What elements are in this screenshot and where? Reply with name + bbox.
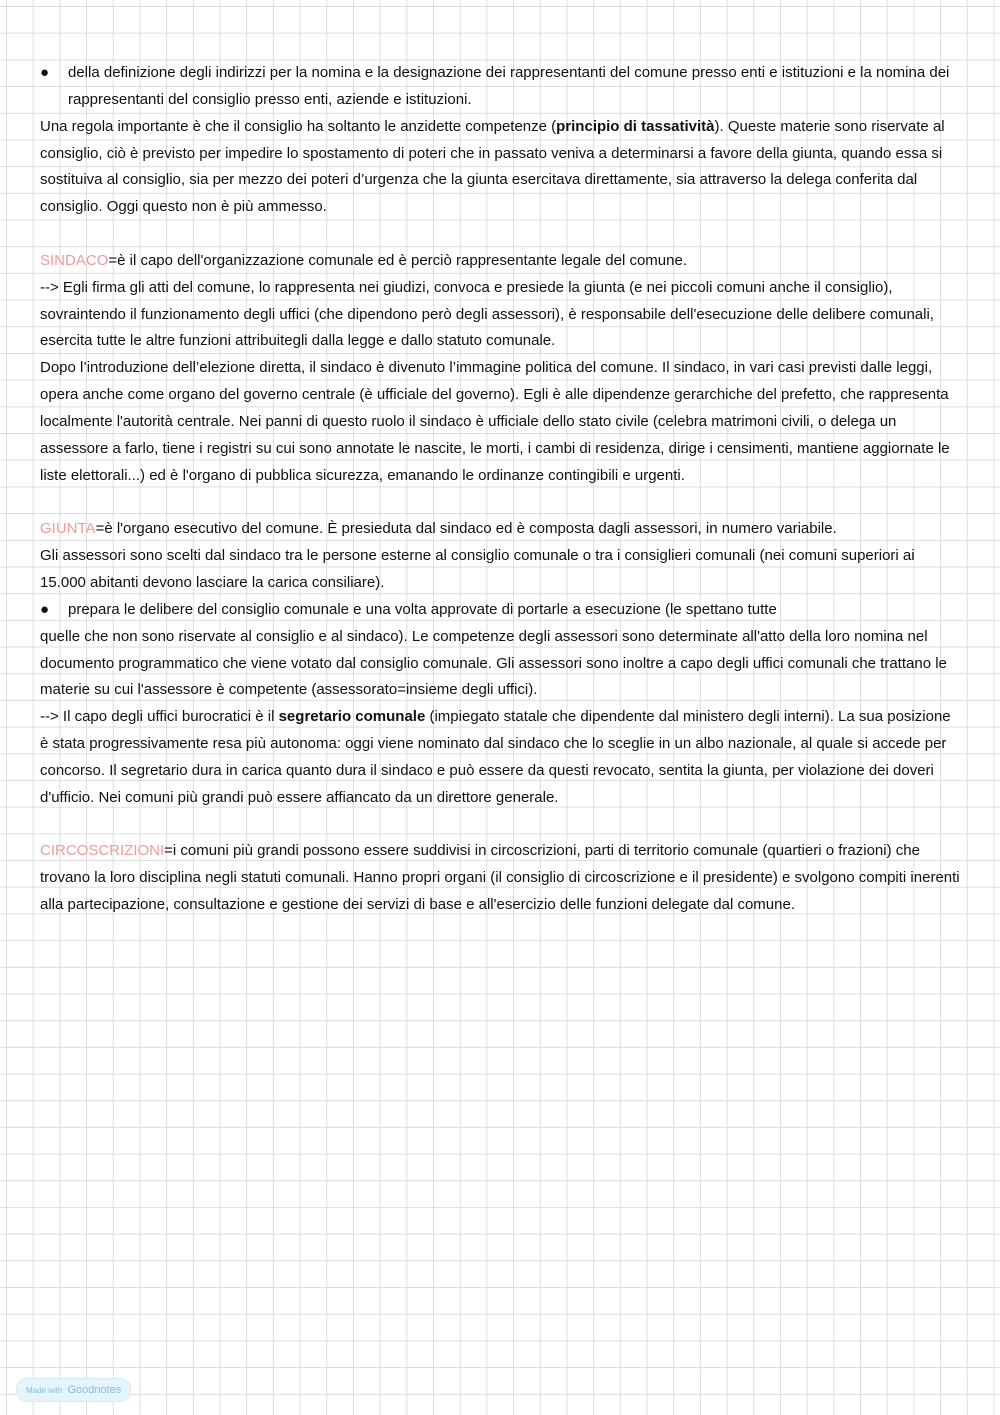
- text-run: --> Il capo degli uffici burocratici è il: [40, 708, 279, 726]
- text-run: Una regola importante è che il consiglio ha soltanto le anzidette competenze (: [40, 117, 557, 135]
- section-sindaco-definition: [40, 248, 960, 275]
- badge-prefix: Made with: [26, 1385, 63, 1395]
- list-item: [40, 60, 960, 114]
- section-keyword: GIUNTA: [40, 520, 96, 538]
- section-giunta-definition: [40, 516, 960, 543]
- made-with-goodnotes-badge: [16, 1378, 131, 1402]
- section-keyword: SINDACO: [40, 251, 109, 269]
- spacer: [40, 812, 960, 839]
- section-keyword: CIRCOSCRIZIONI: [40, 842, 165, 860]
- goodnotes-logo-text: Goodnotes: [67, 1384, 122, 1396]
- list-item: [40, 597, 960, 624]
- list-item-text: prepara le delibere del consiglio comunale e una volta approvate di portarle a esecuzione (le spettano tutte: [68, 600, 777, 618]
- spacer: [40, 490, 960, 517]
- bullet-icon: ●: [40, 600, 50, 618]
- paragraph: Dopo l’introduzione dell’elezione diretta, il sindaco è divenuto l’immagine politica del comune. Il sindaco, in vari casi previsti dalle leggi, opera anche come organo del governo centrale (è ufficiale del governo). Egli è alle dipendenze gerarchiche del prefetto, che rappresenta localmente l'autorità centrale. Nei panni di questo ruolo il sindaco è ufficiale dello stato civile (celebra matrimoni civili, o delega un assessore a farlo, tiene i registri su cui sono annotate le nascite, le morti, i cambi di residenza, dirige i censimenti, mantiene aggiornate le liste elettorali...) ed è l'organo di pubblica sicurezza, emanando le ordinanze contingibili e urgenti.: [40, 359, 950, 484]
- spacer: [40, 221, 960, 248]
- bold-term: principio di tassatività: [556, 117, 715, 135]
- bullet-icon: ●: [40, 64, 50, 81]
- document-body: [40, 60, 960, 919]
- section-circoscrizioni-definition: [40, 838, 960, 919]
- paragraph: [40, 704, 960, 811]
- paragraph: quelle che non sono riservate al consiglio e al sindaco). Le competenze degli assessori sono determinate all'atto della loro nomina nel documento programmatico che viene votato dal consiglio comunale. Gli assessori sono inoltre a capo degli uffici comunali che trattano le materie su cui l'assessore è competente (assessorato=insieme degli uffici).: [40, 627, 947, 699]
- paragraph: [40, 114, 960, 221]
- definition-text: =è il capo dell'organizzazione comunale ed è perciò rappresentante legale del comune.: [108, 251, 688, 269]
- text-run: ). Queste materie sono riservate al consiglio, ciò è previsto per impedire lo spostamento di poteri che in passato veniva a determinarsi a favore della giunta, quando essa si sostituiva al consiglio, sia per mezzo dei poteri d’urgenza che la giunta esercitava direttamente, sia attraverso la delega conferita dal consiglio. Oggi questo non è più ammesso.: [40, 117, 945, 216]
- list-item-text: della definizione degli indirizzi per la nomina e la designazione dei rappresentanti del comune presso enti e istituzioni e la nomina dei rappresentanti del consiglio presso enti, aziende e istituzioni.: [68, 64, 950, 108]
- definition-text: =i comuni più grandi possono essere suddivisi in circoscrizioni, parti di territorio comunale (quartieri o frazioni) che trovano la loro disciplina negli statuti comunali. Hanno propri organi (il consiglio di circoscrizione e il presidente) e svolgono compiti inerenti alla partecipazione, consultazione e gestione dei servizi di base e all'esercizio delle funzioni delegate dal comune.: [40, 842, 960, 914]
- paragraph: Gli assessori sono scelti dal sindaco tra le persone esterne al consiglio comunale o tra i consiglieri comunali (nei comuni superiori ai 15.000 abitanti devono lasciare la carica consiliare).: [40, 547, 915, 592]
- text-run: (impiegato statale che dipendente dal ministero degli interni). La sua posizione è stata progressivamente resa più autonoma: oggi viene nominato dal sindaco che lo sceglie in un albo nazionale, al quale si accede per concorso. Il segretario dura in carica quanto dura il sindaco e può essere da questi revocato, sentita la giunta, per violazione dei doveri d'ufficio. Nei comuni più grandi può essere affiancato da un direttore generale.: [40, 708, 951, 806]
- definition-text: =è l'organo esecutivo del comune. È presieduta dal sindaco ed è composta dagli assessori, in numero variabile.: [95, 520, 837, 538]
- bold-term: segretario comunale: [278, 708, 426, 726]
- paragraph: --> Egli firma gli atti del comune, lo rappresenta nei giudizi, convoca e presiede la giunta (e nei piccoli comuni anche il consiglio), sovraintendo il funzionamento degli uffici (che dipendono però degli assessori), è responsabile dell'esecuzione delle delibere comunali, esercita tutte le altre funzioni attribuitegli dalla legge e dallo statuto comunale.: [40, 278, 934, 350]
